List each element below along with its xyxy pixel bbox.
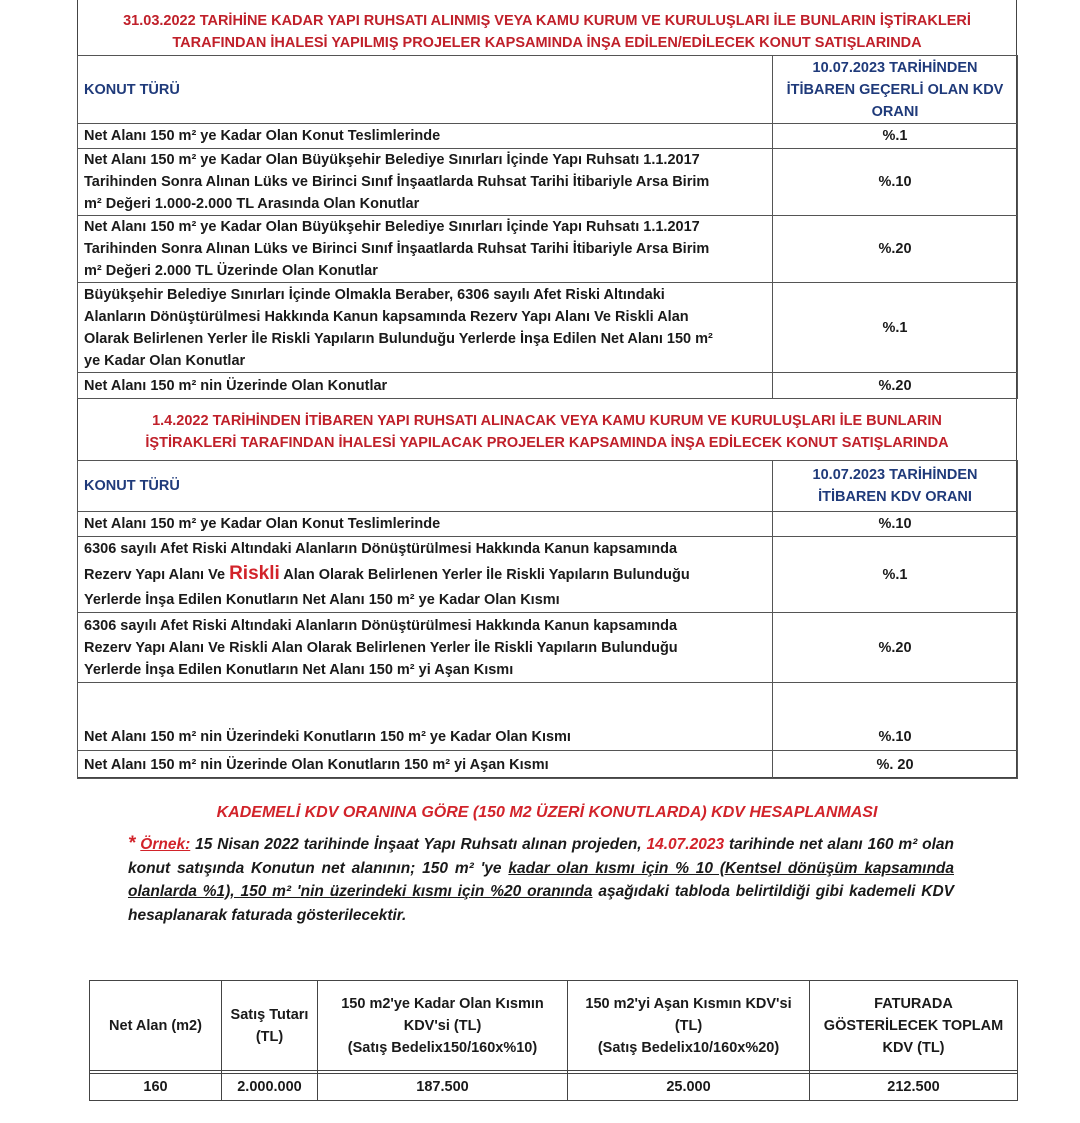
header-line: KDV (TL)	[882, 1039, 945, 1056]
section1-title	[77, 10, 1017, 54]
kdv-calculation-table	[89, 980, 1018, 1101]
row-line: Büyükşehir Belediye Sınırları İçinde Olmakla Beraber, 6306 sayılı Afet Riski Altındaki	[84, 286, 665, 303]
row-description: Net Alanı 150 m² nin Üzerindeki Konutların 150 m² ye Kadar Olan Kısmı	[78, 683, 773, 751]
row-line: Tarihinden Sonra Alınan Lüks ve Birinci Sınıf İnşaatlarda Ruhsat Tarihi İtibariyle Arsa Birim	[84, 241, 710, 257]
section2-title-line2: İŞTİRAKLERİ TARAFINDAN İHALESİ YAPILACAK PROJELER KAPSAMINDA İNŞA EDİLECEK KONUT SATIŞLARINDA	[145, 435, 949, 451]
row-line: Olarak Belirlenen Yerler İle Riskli Yapıların Bulunduğu Yerlerde İnşa Edilen Net Alanı 150 m²	[84, 330, 713, 347]
table-row	[78, 149, 1018, 216]
cell-total-kdv: 212.500	[810, 1074, 1018, 1101]
section1-header-rate-line2: İTİBAREN GEÇERLİ OLAN KDV	[786, 81, 1004, 98]
row-line: Tarihinden Sonra Alınan Lüks ve Birinci Sınıf İnşaatlarda Ruhsat Tarihi İtibariyle Arsa Birim	[84, 174, 710, 190]
header-line: Satış Tutarı	[230, 1006, 309, 1023]
cell-net-area: 160	[90, 1074, 222, 1101]
row-rate: %.1	[773, 124, 1018, 149]
example-text: tarihinde net alanı 160 m² olan konut satışında Konutun net alanının; 150 m² 'ye	[128, 836, 955, 877]
row-text: Rezerv Yapı Alanı Ve	[84, 567, 230, 583]
header-kdv-upto-150	[318, 981, 568, 1071]
header-line: (TL)	[674, 1017, 703, 1034]
row-rate: %.1	[773, 283, 1018, 373]
section2-header-rate-line2: İTİBAREN KDV ORANI	[818, 489, 972, 505]
table-row	[78, 613, 1018, 683]
section1-header-type: KONUT TÜRÜ	[78, 56, 773, 124]
row-description: Net Alanı 150 m² ye Kadar Olan Konut Teslimlerinde	[78, 512, 773, 537]
row-line: ye Kadar Olan Konutlar	[84, 352, 246, 369]
cell-kdv-over-150: 25.000	[568, 1074, 810, 1101]
row-description	[78, 149, 773, 216]
row-rate: %.20	[773, 613, 1018, 683]
row-line: Rezerv Yapı Alanı Ve Riskli Alan Olarak Belirlenen Yerler İle Riskli Yapıların Bulunduğu	[84, 640, 678, 656]
cell-sale-amount: 2.000.000	[222, 1074, 318, 1101]
table-row	[78, 751, 1018, 779]
section1-header-row	[78, 56, 1018, 124]
row-description: Net Alanı 150 m² ye Kadar Olan Konut Teslimlerinde	[78, 124, 773, 149]
asterisk-icon: *	[128, 833, 136, 854]
section1-title-line2: TARAFINDAN İHALESİ YAPILMIŞ PROJELER KAPSAMINDA İNŞA EDİLEN/EDİLECEK KONUT SATIŞLARINDA	[172, 35, 922, 51]
section2-title-line1: 1.4.2022 TARİHİNDEN İTİBAREN YAPI RUHSATI ALINACAK VEYA KAMU KURUM VE KURULUŞLARI İLE BUNLARIN	[152, 413, 942, 429]
calculation-title: KADEMELİ KDV ORANINA GÖRE (150 M2 ÜZERİ KONUTLARDA) KDV HESAPLANMASI	[216, 804, 878, 821]
header-sale-amount	[222, 981, 318, 1071]
row-line: m² Değeri 2.000 TL Üzerinde Olan Konutlar	[84, 263, 378, 279]
row-description: Net Alanı 150 m² nin Üzerinde Olan Konutlar	[78, 373, 773, 399]
section1-header-rate	[773, 56, 1018, 124]
row-description	[78, 283, 773, 373]
section2-title	[77, 410, 1017, 454]
header-net-area	[90, 981, 222, 1071]
cell-kdv-upto-150: 187.500	[318, 1074, 568, 1101]
table-row	[90, 1074, 1018, 1101]
row-rate: %.1	[773, 537, 1018, 613]
section1-title-line1: 31.03.2022 TARİHİNE KADAR YAPI RUHSATI ALINMIŞ VEYA KAMU KURUM VE KURULUŞLARI İLE BUNLARIN İŞTİRAKLERİ	[123, 13, 971, 29]
header-total-kdv	[810, 981, 1018, 1071]
example-paragraph	[128, 832, 954, 927]
header-line: KDV'si (TL)	[403, 1017, 482, 1034]
example-text: aşağıdaki tabloda belirtildiği gibi kademeli KDV hesaplanarak faturada gösterilecektir.	[128, 883, 954, 924]
header-line: GÖSTERİLECEK TOPLAM	[823, 1017, 1004, 1034]
table-row	[78, 537, 1018, 613]
row-line: 6306 sayılı Afet Riski Altındaki Alanların Dönüştürülmesi Hakkında Kanun kapsamında	[84, 618, 678, 634]
row-line: m² Değeri 1.000-2.000 TL Arasında Olan Konutlar	[84, 196, 420, 212]
row-description	[78, 613, 773, 683]
header-kdv-over-150	[568, 981, 810, 1071]
row-rate: %.10	[773, 149, 1018, 216]
row-line: Net Alanı 150 m² ye Kadar Olan Büyükşehir Belediye Sınırları İçinde Yapı Ruhsatı 1.1.2017	[84, 219, 700, 235]
example-text: 15 Nisan 2022 tarihinde İnşaat Yapı Ruhsatı alınan projeden,	[190, 836, 647, 853]
riskli-highlight: Riskli	[229, 563, 280, 584]
section1-header-rate-line3: ORANI	[871, 103, 919, 120]
header-line: FATURADA	[874, 995, 953, 1012]
section2-header-rate	[773, 461, 1018, 512]
section1-rate-table	[77, 55, 1018, 399]
header-line: 150 m2'yi Aşan Kısmın KDV'si	[585, 995, 792, 1012]
example-date: 14.07.2023	[646, 836, 725, 853]
row-rate: %.10	[773, 683, 1018, 751]
row-line: Yerlerde İnşa Edilen Konutların Net Alanı 150 m² yi Aşan Kısmı	[84, 662, 514, 678]
row-line: 6306 sayılı Afet Riski Altındaki Alanların Dönüştürülmesi Hakkında Kanun kapsamında	[84, 541, 678, 557]
section2-header-type: KONUT TÜRÜ	[78, 461, 773, 512]
example-underlined-text: kadar olan kısmı için % 10 (Kentsel dönüşüm kapsamında olanlarda %1), 150 m² 'nin üzerindeki kısmı için %20 oranında	[128, 859, 954, 900]
row-rate: %.20	[773, 373, 1018, 399]
table-row	[78, 683, 1018, 751]
row-line: Alanların Dönüştürülmesi Hakkında Kanun kapsamında Rezerv Yapı Alanı Ve Riskli Alan	[84, 308, 689, 325]
table-row	[78, 283, 1018, 373]
row-description	[78, 537, 773, 613]
header-line: (Satış Bedelix10/160x%20)	[597, 1039, 780, 1056]
row-line: Yerlerde İnşa Edilen Konutların Net Alanı 150 m² ye Kadar Olan Kısmı	[84, 592, 560, 608]
row-line: Net Alanı 150 m² ye Kadar Olan Büyükşehir Belediye Sınırları İçinde Yapı Ruhsatı 1.1.2017	[84, 152, 700, 168]
row-description: Net Alanı 150 m² nin Üzerinde Olan Konutların 150 m² yi Aşan Kısmı	[78, 751, 773, 779]
example-label: Örnek:	[140, 836, 191, 853]
calc-header-row	[90, 981, 1018, 1071]
row-description	[78, 216, 773, 283]
section2-rate-table	[77, 460, 1018, 779]
row-rate: %.20	[773, 216, 1018, 283]
table-row	[78, 512, 1018, 537]
section2-header-rate-line1: 10.07.2023 TARİHİNDEN	[812, 467, 978, 483]
header-line: (Satış Bedelix150/160x%10)	[347, 1039, 538, 1056]
section2-header-row	[78, 461, 1018, 512]
row-line	[84, 560, 766, 589]
header-line: Net Alan (m2)	[109, 1017, 202, 1034]
table-row	[78, 216, 1018, 283]
header-line: (TL)	[255, 1028, 284, 1045]
row-text: Alan Olarak Belirlenen Yerler İle Riskli Yapıların Bulunduğu	[279, 567, 690, 583]
table-row	[78, 373, 1018, 399]
header-line: 150 m2'ye Kadar Olan Kısmın	[341, 995, 544, 1012]
table-row	[78, 124, 1018, 149]
row-rate: %.10	[773, 512, 1018, 537]
section1-header-rate-line1: 10.07.2023 TARİHİNDEN	[812, 59, 978, 76]
row-rate: %. 20	[773, 751, 1018, 779]
